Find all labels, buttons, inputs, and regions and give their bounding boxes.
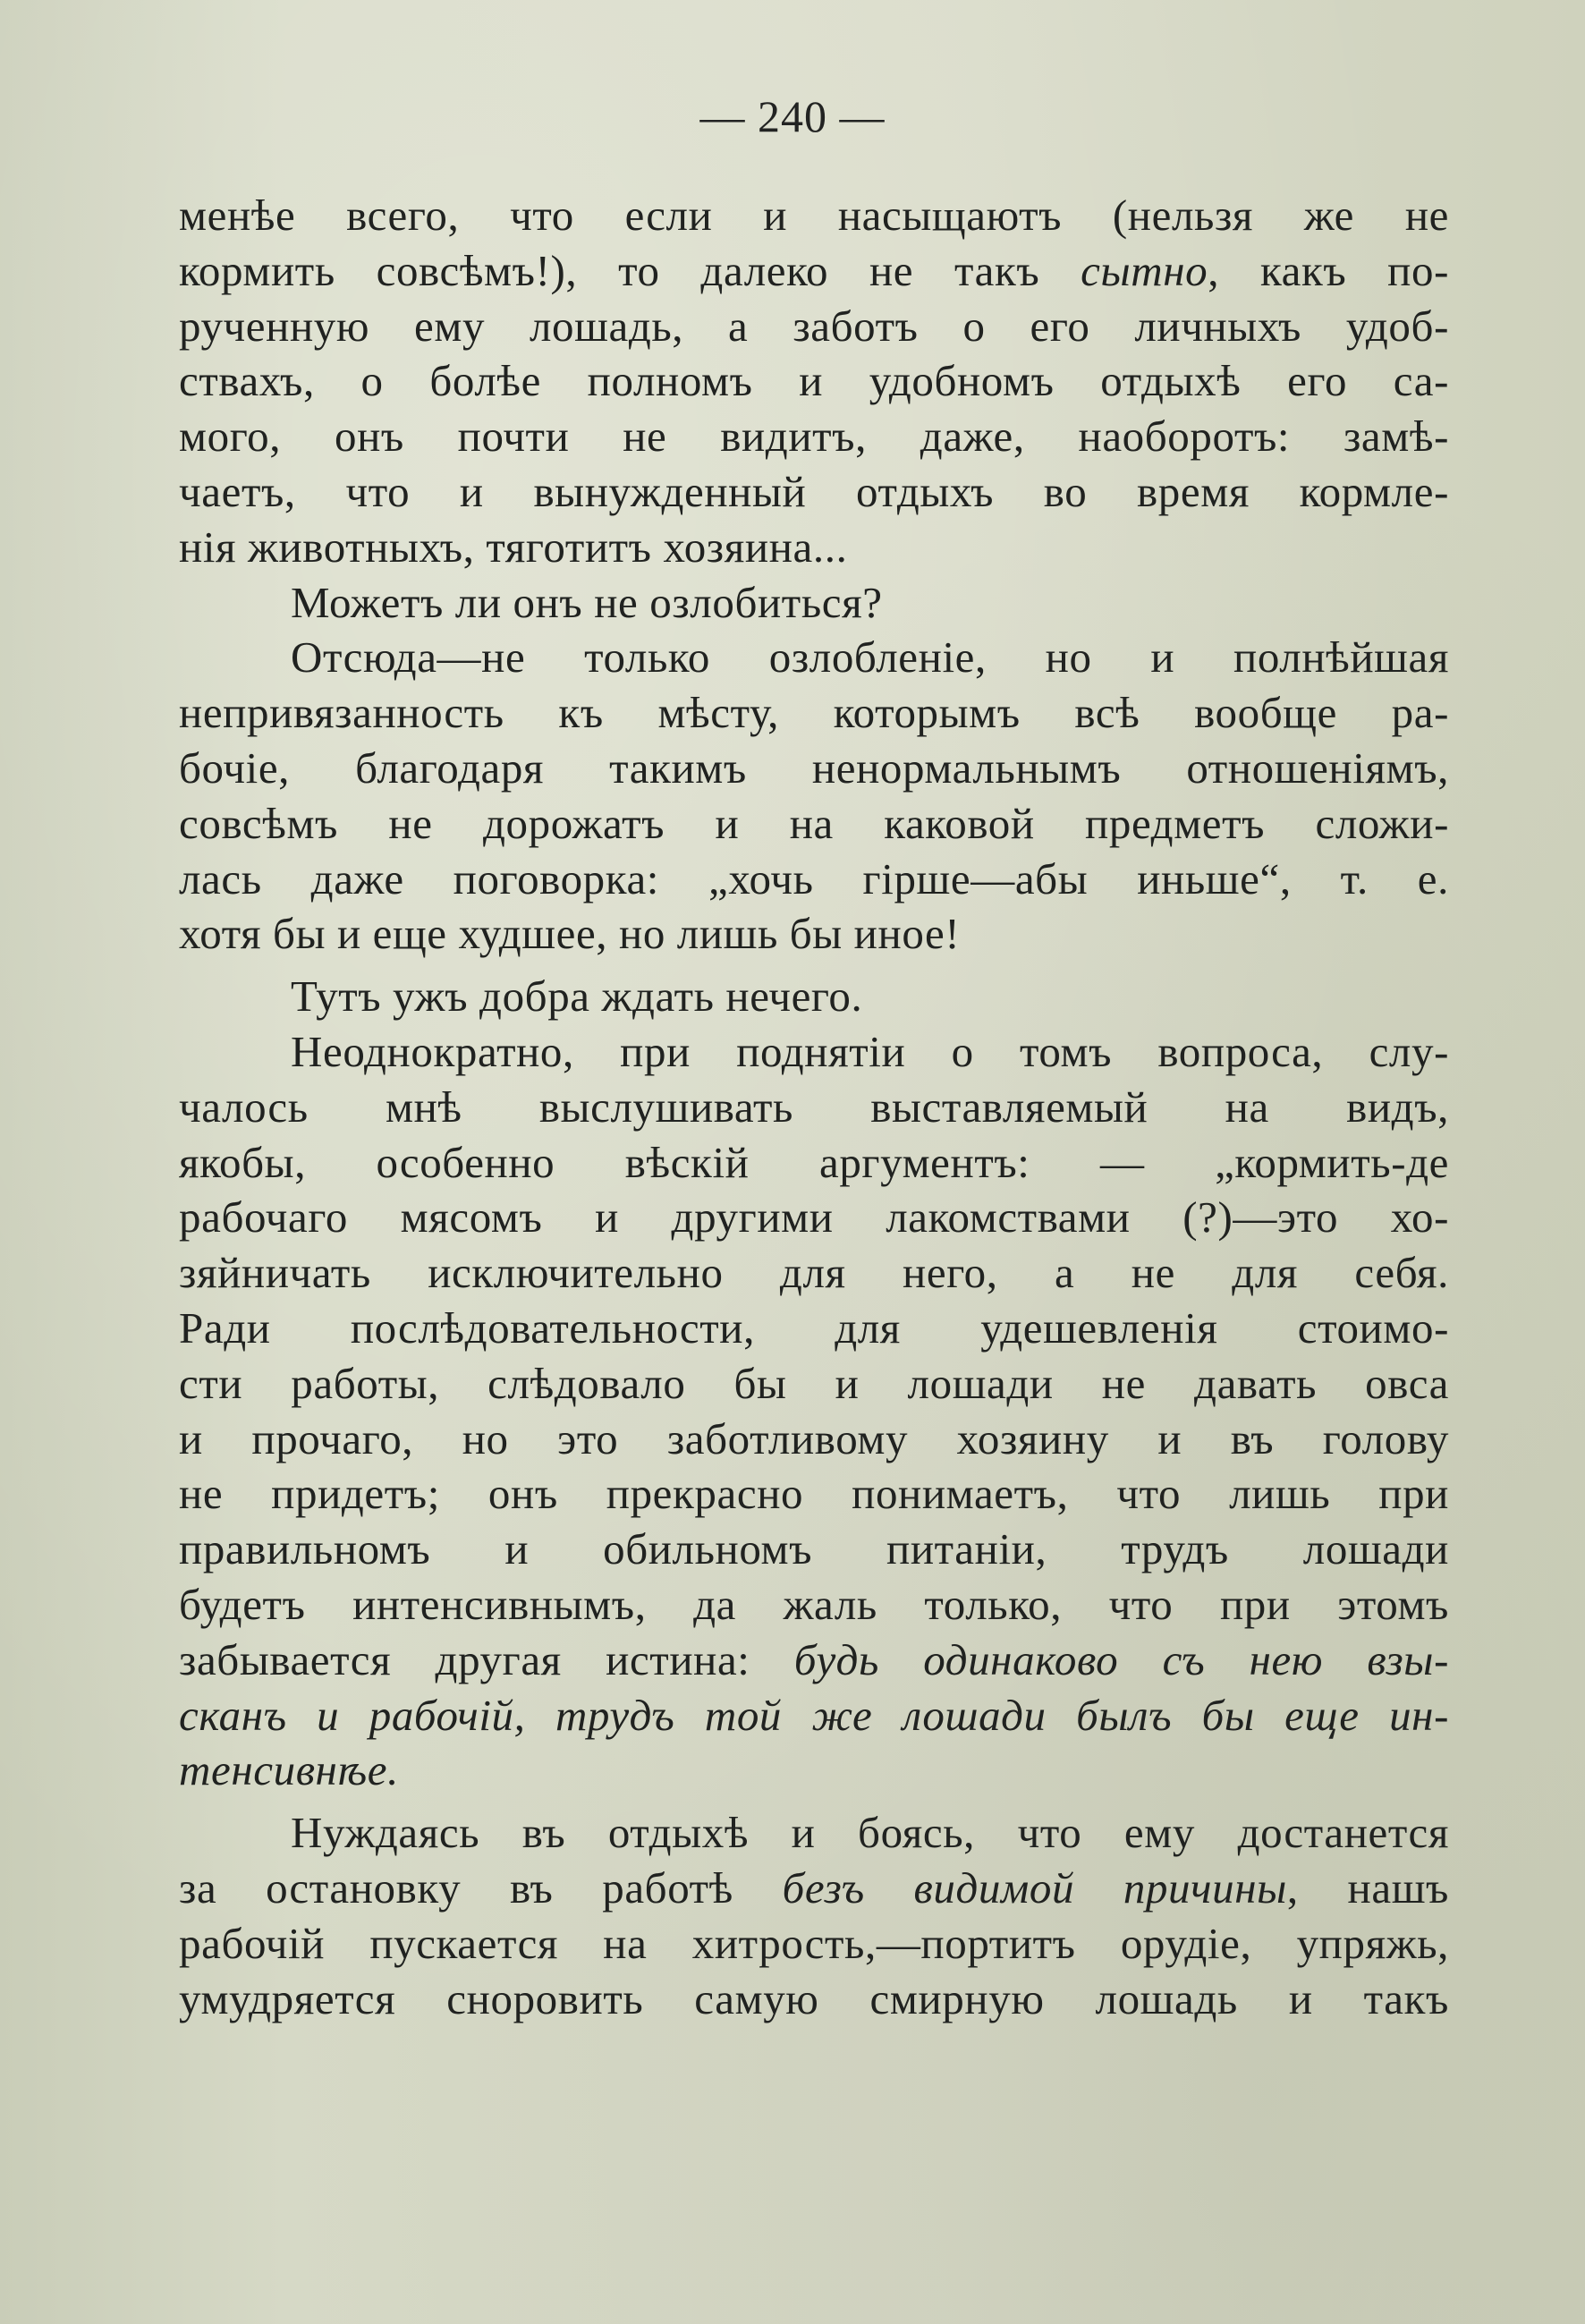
text-line: зяйничать исключительно для него, а не для себя. xyxy=(179,1248,1449,1298)
text-line: умудряется сноровить самую смирную лошадь и такъ xyxy=(179,1973,1449,2023)
text-segment: кормить совсѣмъ!), то далеко не такъ xyxy=(179,245,1081,295)
text-line xyxy=(179,1861,1449,1916)
text-line: нія животныхъ, тяготитъ хозяина... xyxy=(179,522,848,572)
paragraph-6 xyxy=(179,1805,1449,2026)
text-line: ствахъ, о болѣе полномъ и удобномъ отдыхѣ его са- xyxy=(179,356,1449,406)
text-line: рабочій пускается на хитрость,—портитъ орудіе, упряжь, xyxy=(179,1918,1449,1968)
text-line: лась даже поговорка: „хочь гірше—абы иньше“, т. е. xyxy=(179,853,1449,903)
text-line: Отсюда—не только озлобленіе, но и полнѣйшая xyxy=(291,632,1449,683)
paragraph-5 xyxy=(179,1024,1449,1798)
text-line: будетъ интенсивнымъ, да жаль только, что при этомъ xyxy=(179,1579,1449,1629)
text-line: чалось мнѣ выслушивать выставляемый на видъ, xyxy=(179,1081,1449,1132)
text-line: правильномъ и обильномъ питаніи, трудъ лошади xyxy=(179,1524,1449,1574)
text-line: мого, онъ почти не видитъ, даже, наоборотъ: замѣ- xyxy=(179,411,1449,462)
paragraph-3 xyxy=(179,630,1449,962)
paragraph-1 xyxy=(179,188,1449,575)
italic-line: тенсивнѣе. xyxy=(179,1745,399,1795)
text-line: хотя бы и еще худшее, но лишь бы иное! xyxy=(179,909,961,959)
text-line: рабочаго мясомъ и другими лакомствами (?)—это хо- xyxy=(179,1192,1449,1243)
text-segment: , какъ по- xyxy=(1208,245,1449,295)
text-line: и прочаго, но это заботливому хозяину и въ голову xyxy=(179,1413,1449,1463)
paragraph-4: Тутъ ужъ добра ждать нечего. xyxy=(291,971,863,1022)
paragraph-2: Можетъ ли онъ не озлобиться? xyxy=(291,577,883,627)
text-segment: , нашъ xyxy=(1286,1862,1449,1913)
italic-phrase: безъ видимой причины xyxy=(782,1862,1287,1913)
text-line: Ради послѣдовательности, для удешевленія стоимо- xyxy=(179,1302,1449,1353)
text-line: Нуждаясь въ отдыхѣ и боясь, что ему достанется xyxy=(291,1808,1449,1858)
text-line: сти работы, слѣдовало бы и лошади не давать овса xyxy=(179,1358,1449,1408)
text-line xyxy=(179,243,1449,299)
body-text xyxy=(179,188,1449,2026)
text-line xyxy=(179,1633,1449,1688)
text-line: чаетъ, что и вынужденный отдыхъ во время кормле- xyxy=(179,466,1449,516)
text-line: Неоднократно, при поднятіи о томъ вопроса, слу- xyxy=(291,1026,1449,1076)
text-line: не придетъ; онъ прекрасно понимаетъ, что лишь при xyxy=(179,1469,1449,1519)
text-line: бочіе, благодаря такимъ ненормальнымъ отношеніямъ, xyxy=(179,742,1449,793)
page-number: — 240 — xyxy=(699,91,886,141)
text-line: якобы, особенно вѣскій аргументъ: — „кормить-де xyxy=(179,1137,1449,1187)
text-line: менѣе всего, что если и насыщаютъ (нельзя же не xyxy=(179,191,1449,240)
italic-phrase: будь одинаково съ нею взы- xyxy=(793,1634,1449,1684)
italic-line: сканъ и рабочій, трудъ той же лошади былъ бы еще ин- xyxy=(179,1690,1449,1740)
text-segment: за остановку въ работѣ xyxy=(179,1862,783,1913)
text-line: рученную ему лошадь, а заботъ о его личныхъ удоб- xyxy=(179,301,1449,351)
italic-word: сытно xyxy=(1081,245,1208,295)
text-line: непривязанность къ мѣсту, которымъ всѣ вообще ра- xyxy=(179,688,1449,738)
text-segment: забывается другая истина: xyxy=(179,1634,794,1684)
text-line: совсѣмъ не дорожатъ и на каковой предметъ сложи- xyxy=(179,798,1449,848)
